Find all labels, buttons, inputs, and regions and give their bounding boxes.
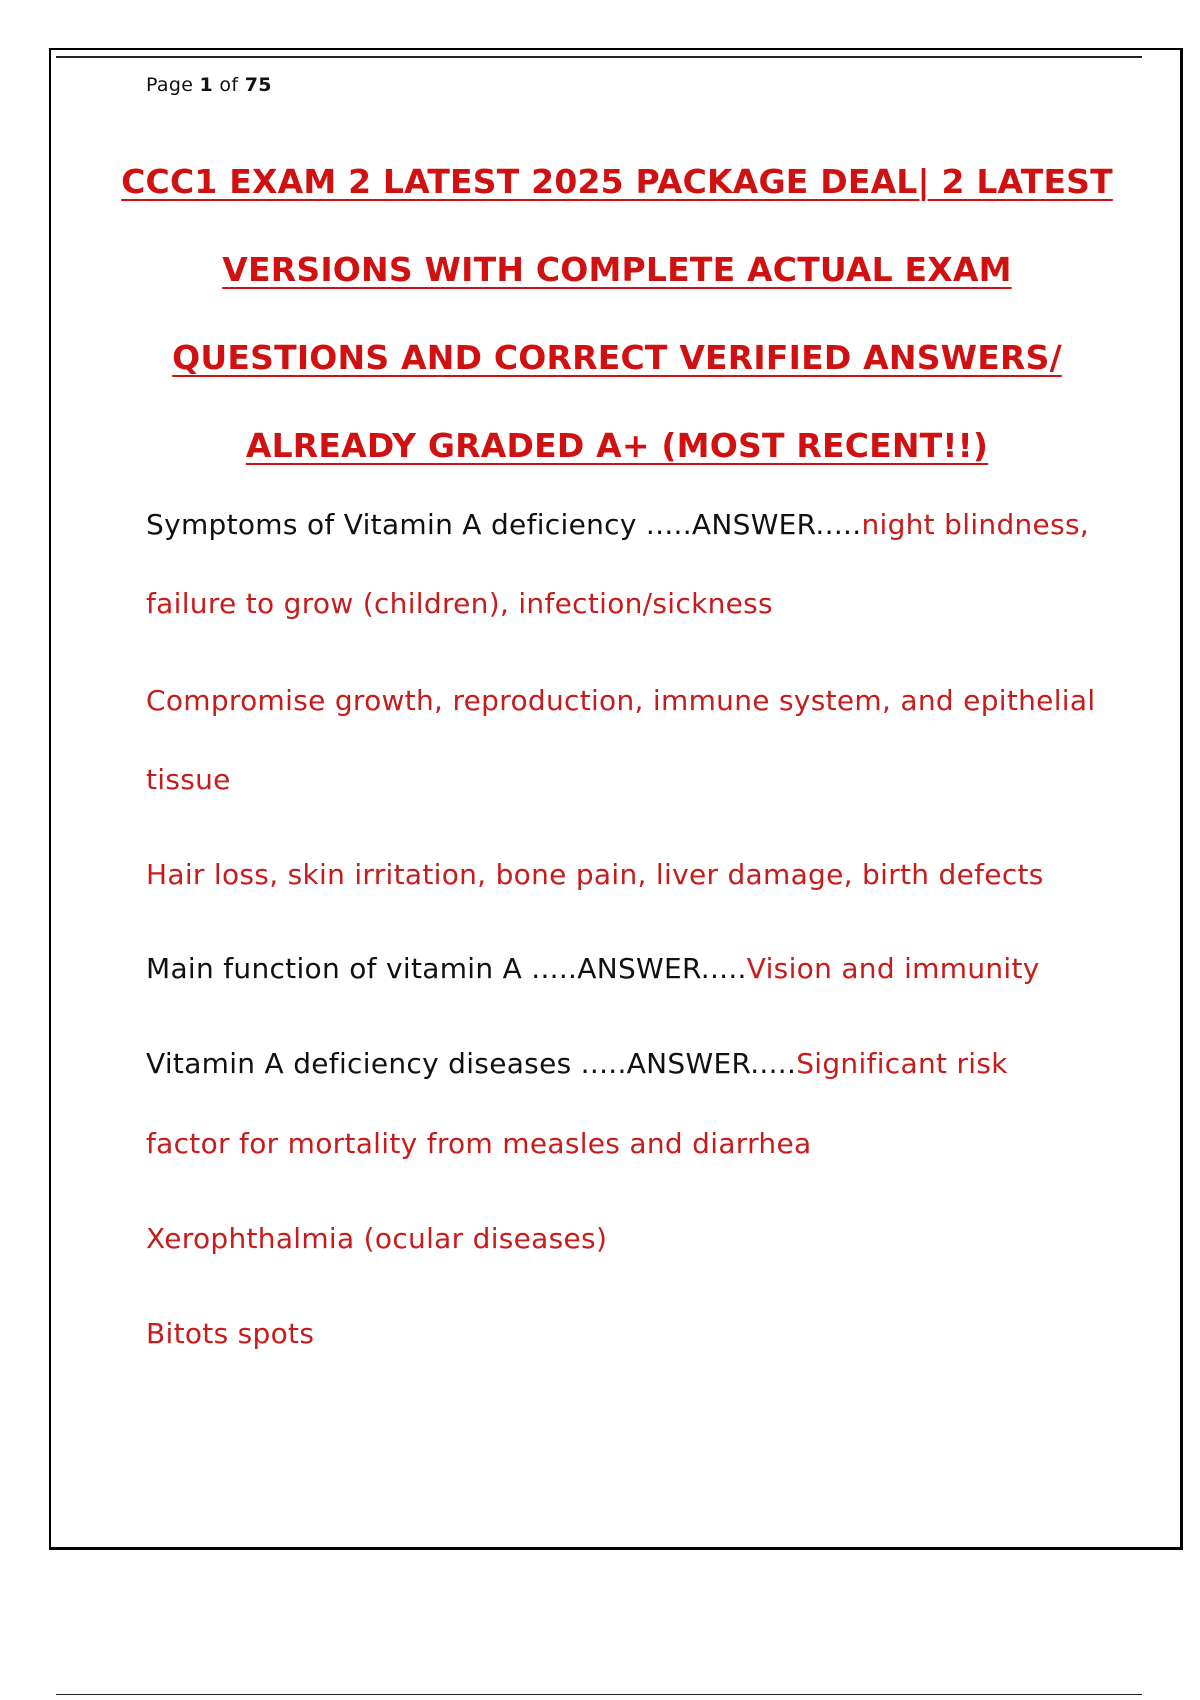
title-line-4: ALREADY GRADED A+ (MOST RECENT!!) [245, 426, 989, 465]
document-title [100, 138, 1134, 490]
page-total: 75 [244, 74, 272, 96]
title-line-3: QUESTIONS AND CORRECT VERIFIED ANSWERS/ [172, 338, 1062, 377]
qa-line [146, 949, 1040, 989]
qa-line [146, 1314, 314, 1354]
answer-text: Vision and immunity [746, 952, 1040, 985]
answer-text: Compromise growth, reproduction, immune system, and epithelial [146, 684, 1096, 717]
top-rule [56, 56, 1142, 58]
title-line-1: CCC1 EXAM 2 LATEST 2025 PACKAGE DEAL| 2 LATEST [121, 162, 1113, 201]
qa-line [146, 1219, 607, 1259]
qa-line [146, 681, 1095, 721]
answer-text: factor for mortality from measles and diarrhea [146, 1127, 812, 1160]
qa-line [146, 505, 1089, 545]
answer-text: tissue [146, 763, 231, 796]
page-label: Page [146, 74, 194, 96]
title-line-2: VERSIONS WITH COMPLETE ACTUAL EXAM [222, 250, 1012, 289]
qa-line [146, 760, 231, 800]
question-text: Vitamin A deficiency diseases .....ANSWER..... [146, 1047, 797, 1080]
qa-line [146, 1044, 1008, 1084]
page-number [146, 74, 272, 96]
question-text: Main function of vitamin A .....ANSWER..... [146, 952, 747, 985]
qa-line [146, 855, 1044, 895]
answer-text: Xerophthalmia (ocular diseases) [146, 1222, 608, 1255]
qa-line [146, 1124, 811, 1164]
question-text: Symptoms of Vitamin A deficiency .....ANSWER..... [146, 508, 862, 541]
answer-text: Bitots spots [146, 1317, 315, 1350]
answer-text: failure to grow (children), infection/sickness [146, 587, 773, 620]
answer-text: night blindness, [861, 508, 1090, 541]
answer-text: Hair loss, skin irritation, bone pain, liver damage, birth defects [146, 858, 1044, 891]
page-of: of [219, 74, 239, 96]
page-current: 1 [199, 74, 214, 96]
bottom-rule [56, 1694, 1142, 1695]
qa-line [146, 584, 773, 624]
answer-text: Significant risk [796, 1047, 1008, 1080]
